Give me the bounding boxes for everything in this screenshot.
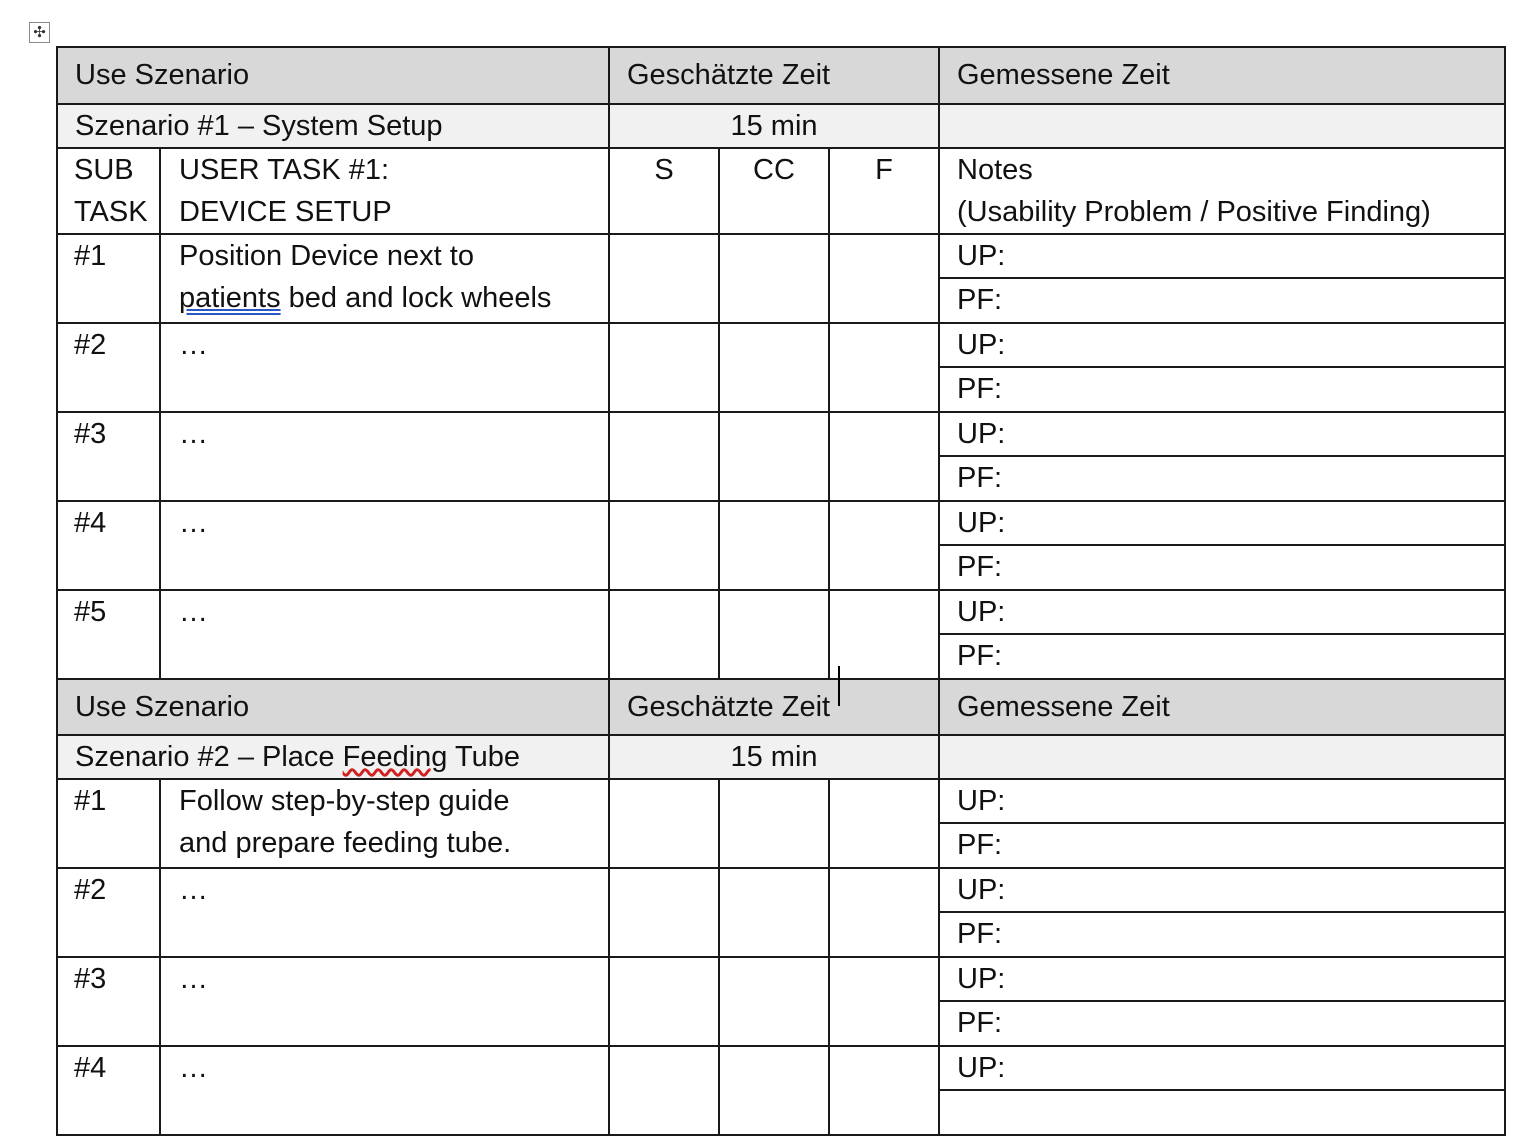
use-scenario-header[interactable]: Use Szenario <box>57 47 609 104</box>
usability-problem-field: UP: <box>940 591 1504 635</box>
column-header-row <box>57 148 1505 234</box>
positive-finding-field: PF: <box>957 918 1003 950</box>
f-cell[interactable] <box>829 590 939 679</box>
f-cell[interactable] <box>829 234 939 323</box>
cc-cell[interactable] <box>719 590 829 679</box>
f-cell[interactable] <box>829 323 939 412</box>
table-row <box>57 501 1505 590</box>
s-cell[interactable] <box>609 412 719 501</box>
estimated-time-value[interactable]: 15 min <box>609 735 939 779</box>
table-move-handle-icon[interactable]: ✣ <box>29 22 50 43</box>
notes-cell[interactable] <box>939 1046 1505 1135</box>
subtask-id[interactable]: #2 <box>57 323 160 412</box>
usability-test-table <box>56 46 1506 1136</box>
task-description[interactable]: … <box>160 323 609 412</box>
scenario-title-row <box>57 104 1505 148</box>
measured-time-value[interactable] <box>939 104 1505 148</box>
task-description[interactable]: … <box>160 412 609 501</box>
table-row <box>57 234 1505 323</box>
grammar-underline: patients <box>179 282 281 314</box>
notes-cell[interactable] <box>939 868 1505 957</box>
s-column-header[interactable]: S <box>609 148 719 234</box>
scenario-header-row <box>57 679 1505 735</box>
measured-time-header[interactable]: Gemessene Zeit <box>939 679 1505 735</box>
cc-cell[interactable] <box>719 234 829 323</box>
table-row <box>57 1046 1505 1135</box>
scenario-header-row <box>57 47 1505 104</box>
task-description[interactable]: … <box>160 590 609 679</box>
table-row <box>57 868 1505 957</box>
cc-column-header[interactable]: CC <box>719 148 829 234</box>
subtask-id[interactable]: #4 <box>57 501 160 590</box>
usability-problem-field: UP: <box>940 413 1504 457</box>
task-description[interactable]: … <box>160 957 609 1046</box>
positive-finding-field: PF: <box>957 373 1003 405</box>
s-cell[interactable] <box>609 501 719 590</box>
positive-finding-field: PF: <box>957 551 1003 583</box>
user-task-column-header[interactable]: USER TASK #1: DEVICE SETUP <box>160 148 609 234</box>
scenario-title[interactable]: Szenario #2 – Place Feeding Tube <box>57 735 609 779</box>
f-cell[interactable] <box>829 1046 939 1135</box>
task-description[interactable]: … <box>160 868 609 957</box>
usability-problem-field: UP: <box>940 324 1504 368</box>
table-row <box>57 323 1505 412</box>
subtask-id[interactable]: #5 <box>57 590 160 679</box>
s-cell[interactable] <box>609 590 719 679</box>
text-cursor <box>838 666 840 706</box>
f-cell[interactable] <box>829 412 939 501</box>
table-row <box>57 957 1505 1046</box>
usability-problem-field: UP: <box>940 1047 1504 1091</box>
scenario-title[interactable]: Szenario #1 – System Setup <box>57 104 609 148</box>
usability-problem-field: UP: <box>940 869 1504 913</box>
notes-cell[interactable] <box>939 590 1505 679</box>
notes-cell[interactable] <box>939 957 1505 1046</box>
usability-problem-field: UP: <box>940 780 1504 824</box>
usability-problem-field: UP: <box>940 235 1504 279</box>
use-scenario-header[interactable]: Use Szenario <box>57 679 609 735</box>
scenario-title-row <box>57 735 1505 779</box>
subtask-column-header[interactable]: SUB TASK <box>57 148 160 234</box>
subtask-id[interactable]: #2 <box>57 868 160 957</box>
task-description[interactable]: … <box>160 501 609 590</box>
positive-finding-field: PF: <box>957 829 1003 861</box>
subtask-id[interactable]: #1 <box>57 779 160 868</box>
subtask-id[interactable]: #3 <box>57 412 160 501</box>
f-cell[interactable] <box>829 868 939 957</box>
notes-cell[interactable] <box>939 323 1505 412</box>
s-cell[interactable] <box>609 957 719 1046</box>
subtask-id[interactable]: #4 <box>57 1046 160 1135</box>
positive-finding-field: PF: <box>957 284 1003 316</box>
cc-cell[interactable] <box>719 779 829 868</box>
spelling-underline: Feeding <box>342 741 448 773</box>
estimated-time-header[interactable]: Geschätzte Zeit <box>609 679 939 735</box>
measured-time-header[interactable]: Gemessene Zeit <box>939 47 1505 104</box>
task-description[interactable]: Follow step-by-step guide and prepare feeding tube. <box>160 779 609 868</box>
f-column-header[interactable]: F <box>829 148 939 234</box>
task-description[interactable]: Position Device next to patients bed and lock wheels <box>160 234 609 323</box>
notes-cell[interactable] <box>939 501 1505 590</box>
measured-time-value[interactable] <box>939 735 1505 779</box>
cc-cell[interactable] <box>719 323 829 412</box>
s-cell[interactable] <box>609 1046 719 1135</box>
s-cell[interactable] <box>609 323 719 412</box>
notes-cell[interactable] <box>939 779 1505 868</box>
notes-column-header[interactable]: Notes (Usability Problem / Positive Finding) <box>939 148 1505 234</box>
s-cell[interactable] <box>609 234 719 323</box>
f-cell[interactable] <box>829 501 939 590</box>
table-row <box>57 590 1505 679</box>
cc-cell[interactable] <box>719 501 829 590</box>
positive-finding-field <box>940 1091 1504 1134</box>
estimated-time-value[interactable]: 15 min <box>609 104 939 148</box>
f-cell[interactable] <box>829 779 939 868</box>
notes-cell[interactable] <box>939 234 1505 323</box>
s-cell[interactable] <box>609 868 719 957</box>
cc-cell[interactable] <box>719 1046 829 1135</box>
positive-finding-field: PF: <box>957 1007 1003 1039</box>
task-description[interactable]: … <box>160 1046 609 1135</box>
notes-cell[interactable] <box>939 412 1505 501</box>
estimated-time-header[interactable]: Geschätzte Zeit <box>609 47 939 104</box>
table-row <box>57 779 1505 868</box>
subtask-id[interactable]: #3 <box>57 957 160 1046</box>
positive-finding-field: PF: <box>957 462 1003 494</box>
positive-finding-field: PF: <box>957 640 1003 672</box>
cc-cell[interactable] <box>719 957 829 1046</box>
f-cell[interactable] <box>829 957 939 1046</box>
cc-cell[interactable] <box>719 868 829 957</box>
usability-problem-field: UP: <box>940 502 1504 546</box>
table-row <box>57 412 1505 501</box>
cc-cell[interactable] <box>719 412 829 501</box>
subtask-id[interactable]: #1 <box>57 234 160 323</box>
usability-problem-field: UP: <box>940 958 1504 1002</box>
s-cell[interactable] <box>609 779 719 868</box>
